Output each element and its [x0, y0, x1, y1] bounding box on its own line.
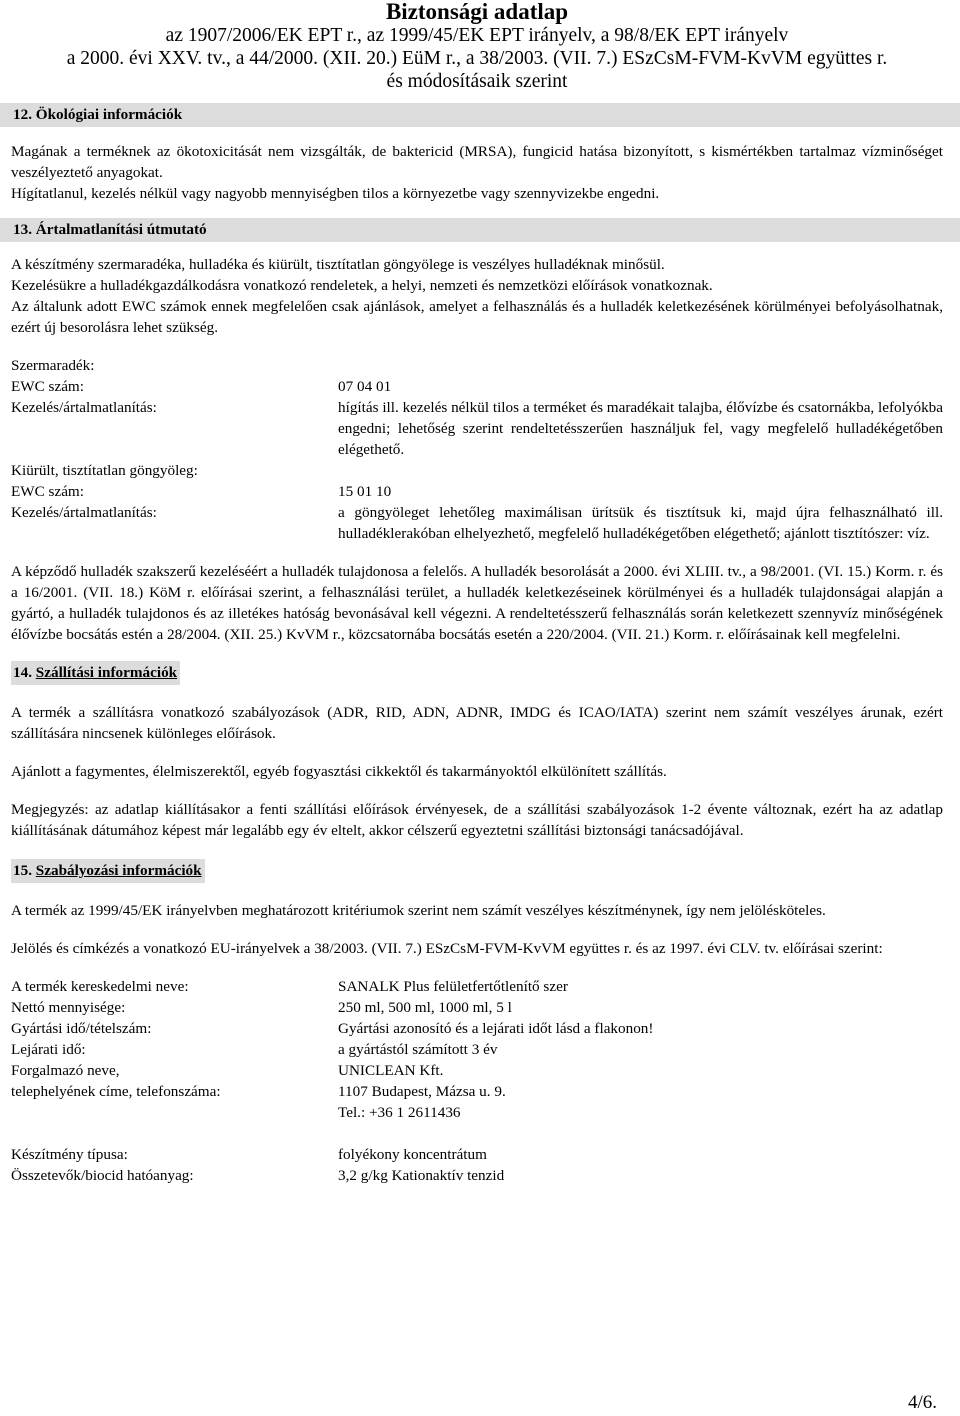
section-13-heading: 13. Ártalmatlanítási útmutató: [0, 218, 960, 242]
product-info-row: [11, 1165, 943, 1186]
disposal-row: [11, 502, 943, 544]
disposal-row: [11, 397, 943, 460]
ewc-row: [11, 481, 943, 502]
product-info-row: [11, 1018, 943, 1039]
product-info-value: a gyártástól számított 3 év: [338, 1041, 498, 1058]
section-14-paragraph: Megjegyzés: az adatlap kiállításakor a fenti szállítási előírások érvényesek, de a szállítási szabályozások 1-2 évente változnak, ezért ha az adatlap kiállításának dátumához képest már legalább egy év eltelt, akkor célszerű egyeztetni szállítási biztonsági tanácsadójával.: [11, 801, 943, 839]
product-info-row: [11, 1039, 943, 1060]
section-14-title: Szállítási információk: [35, 664, 178, 681]
product-info-label: Gyártási idő/tételszám:: [11, 1020, 152, 1037]
disposal-value: a göngyöleget lehetőleg maximálisan ürítsük és tisztítsuk ki, majd újra felhasználható ill. hulladéklerakóban elhelyezhető, megfelelő hulladékégetőben elégethető; ajánlott tisztítószer: víz.: [338, 504, 943, 542]
section-12-paragraph: Hígítatlanul, kezelés nélkül vagy nagyobb mennyiségben tilos a környezetbe vagy szennyvizekbe engedni.: [11, 185, 660, 202]
product-info-row: [11, 997, 943, 1018]
ewc-row: [11, 376, 943, 397]
disposal-value: hígítás ill. kezelés nélkül tilos a terméket és maradékait talajba, élővízbe és csatornákba, lefolyókba engedni; lehetőség szerint rendeltetésszerűen használjuk fel, vagy megfelelő hulladékégetőben elégethető.: [338, 399, 943, 458]
product-info-label: telephelyének címe, telefonszáma:: [11, 1083, 221, 1100]
header-regulation-line: és módosításaik szerint: [386, 71, 568, 92]
product-info-row: [11, 1144, 943, 1165]
product-info-row: [11, 976, 943, 997]
section-15-title: Szabályozási információk: [35, 862, 202, 879]
section-14-paragraph: Ajánlott a fagymentes, élelmiszerektől, egyéb fogyasztási cikkektől és takarmányoktól elkülönített szállítás.: [11, 763, 667, 780]
product-info-label: Lejárati idő:: [11, 1041, 86, 1058]
section-13-paragraph: A képződő hulladék szakszerű kezeléséért a hulladék tulajdonosa a felelős. A hulladék besorolását a 2000. évi XLIII. tv., a 98/2001. (VI. 15.) Korm. r. és a 16/2001. (VII. 18.) KöM r. előírásai szerint, a felhasználási terület, a hulladék keletkezéseinek körülményei és a hulladék tulajdonságai alapján a gyártó, a hulladék tulajdonos és az illetékes hatóság bevonásával kell végezni. A rendeltetésszerű felhasználás során keletkezett szennyvíz minőségének élővízbe bocsátás estén a 28/2004. (XII. 25.) KvVM r., közcsatornába bocsátás esetén a 220/2004. (VII. 21.) Korm. r. előírásainak kell megfelelni.: [11, 563, 943, 643]
header-regulation-line: a 2000. évi XXV. tv., a 44/2000. (XII. 20.) EüM r., a 38/2003. (VII. 7.) ESzCsM-FVM-KvVM együttes r.: [66, 48, 888, 69]
section-14-paragraph: A termék a szállításra vonatkozó szabályozások (ADR, RID, ADN, ADNR, IMDG és ICAO/IATA) szerint nem számít veszélyes árunak, ezért szállítására nincsenek különleges előírások.: [11, 704, 943, 742]
product-info-label: Összetevők/biocid hatóanyag:: [11, 1167, 194, 1184]
product-info-table: [11, 976, 943, 1123]
residue-label: Szermaradék:: [11, 357, 95, 374]
ewc-value: 15 01 10: [338, 483, 392, 500]
product-info-value: Gyártási azonosító és a lejárati időt lásd a flakonon!: [338, 1020, 654, 1037]
section-13-paragraph: A készítmény szermaradéka, hulladéka és kiürült, tisztítatlan göngyölege is veszélyes hulladéknak minősül.: [11, 256, 665, 273]
product-info-value: folyékony koncentrátum: [338, 1146, 487, 1163]
packaging-label-row: [11, 460, 943, 481]
product-info-row: [11, 1081, 943, 1102]
section-15-heading: [11, 859, 205, 883]
residue-label-row: [11, 355, 943, 376]
ewc-block: [11, 355, 943, 544]
product-info-label: Forgalmazó neve,: [11, 1062, 120, 1079]
product-info-value: UNICLEAN Kft.: [338, 1062, 444, 1079]
section-15-paragraph: Jelölés és címkézés a vonatkozó EU-irányelvek a 38/2003. (VII. 7.) ESzCsM-FVM-KvVM együttes r. és az 1997. évi CLV. tv. előírásai szerint:: [11, 940, 883, 957]
header-regulation-line: az 1907/2006/EK EPT r., az 1999/45/EK EPT irányelv, a 98/8/EK EPT irányelv: [165, 25, 789, 46]
product-info-label: A termék kereskedelmi neve:: [11, 978, 189, 995]
ewc-value: 07 04 01: [338, 378, 392, 395]
disposal-label: Kezelés/ártalmatlanítás:: [11, 399, 157, 416]
product-type-table: [11, 1144, 943, 1186]
section-14-number: 14.: [13, 664, 32, 681]
ewc-label: EWC szám:: [11, 378, 84, 395]
product-info-row: [11, 1060, 943, 1081]
product-info-value: SANALK Plus felületfertőtlenítő szer: [338, 978, 568, 995]
section-14-heading: [11, 661, 180, 685]
product-info-label: [11, 1102, 338, 1123]
ewc-label: EWC szám:: [11, 483, 84, 500]
document-title: Biztonsági adatlap: [385, 0, 569, 24]
product-info-label: Nettó mennyisége:: [11, 999, 126, 1016]
section-15-paragraph: A termék az 1999/45/EK irányelvben meghatározott kritériumok szerint nem számít veszélyes készítménynek, így nem jelölésköteles.: [11, 902, 826, 919]
section-15-number: 15.: [13, 862, 32, 879]
packaging-label: Kiürült, tisztítatlan göngyöleg:: [11, 462, 198, 479]
product-info-value: 250 ml, 500 ml, 1000 ml, 5 l: [338, 999, 512, 1016]
disposal-label: Kezelés/ártalmatlanítás:: [11, 504, 157, 521]
document-header: [11, 0, 943, 93]
section-13-paragraph: Kezelésükre a hulladékgazdálkodásra vonatkozó rendeletek, a helyi, nemzeti és nemzetközi előírások vonatkoznak.: [11, 277, 713, 294]
product-info-value: Tel.: +36 1 2611436: [338, 1104, 461, 1121]
product-info-value: 1107 Budapest, Mázsa u. 9.: [338, 1083, 506, 1100]
product-info-value: 3,2 g/kg Kationaktív tenzid: [338, 1167, 505, 1184]
section-12-paragraph: Magának a terméknek az ökotoxicitását nem vizsgálták, de baktericid (MRSA), fungicid hatása bizonyított, s kismértékben tartalmaz vízminőséget veszélyeztető anyagokat.: [11, 143, 943, 181]
product-info-row: [11, 1102, 943, 1123]
section-13-paragraph: Az általunk adott EWC számok ennek megfelelően csak ajánlások, amelyet a felhasználás és a hulladék keletkezésének körülményei befolyásolhatnak, ezért új besorolásra lehet szükség.: [11, 298, 943, 336]
document-page: [11, 0, 943, 1186]
section-12-heading: 12. Ökológiai információk: [0, 103, 960, 127]
page-number: 4/6.: [907, 1392, 937, 1413]
product-info-label: Készítmény típusa:: [11, 1146, 128, 1163]
